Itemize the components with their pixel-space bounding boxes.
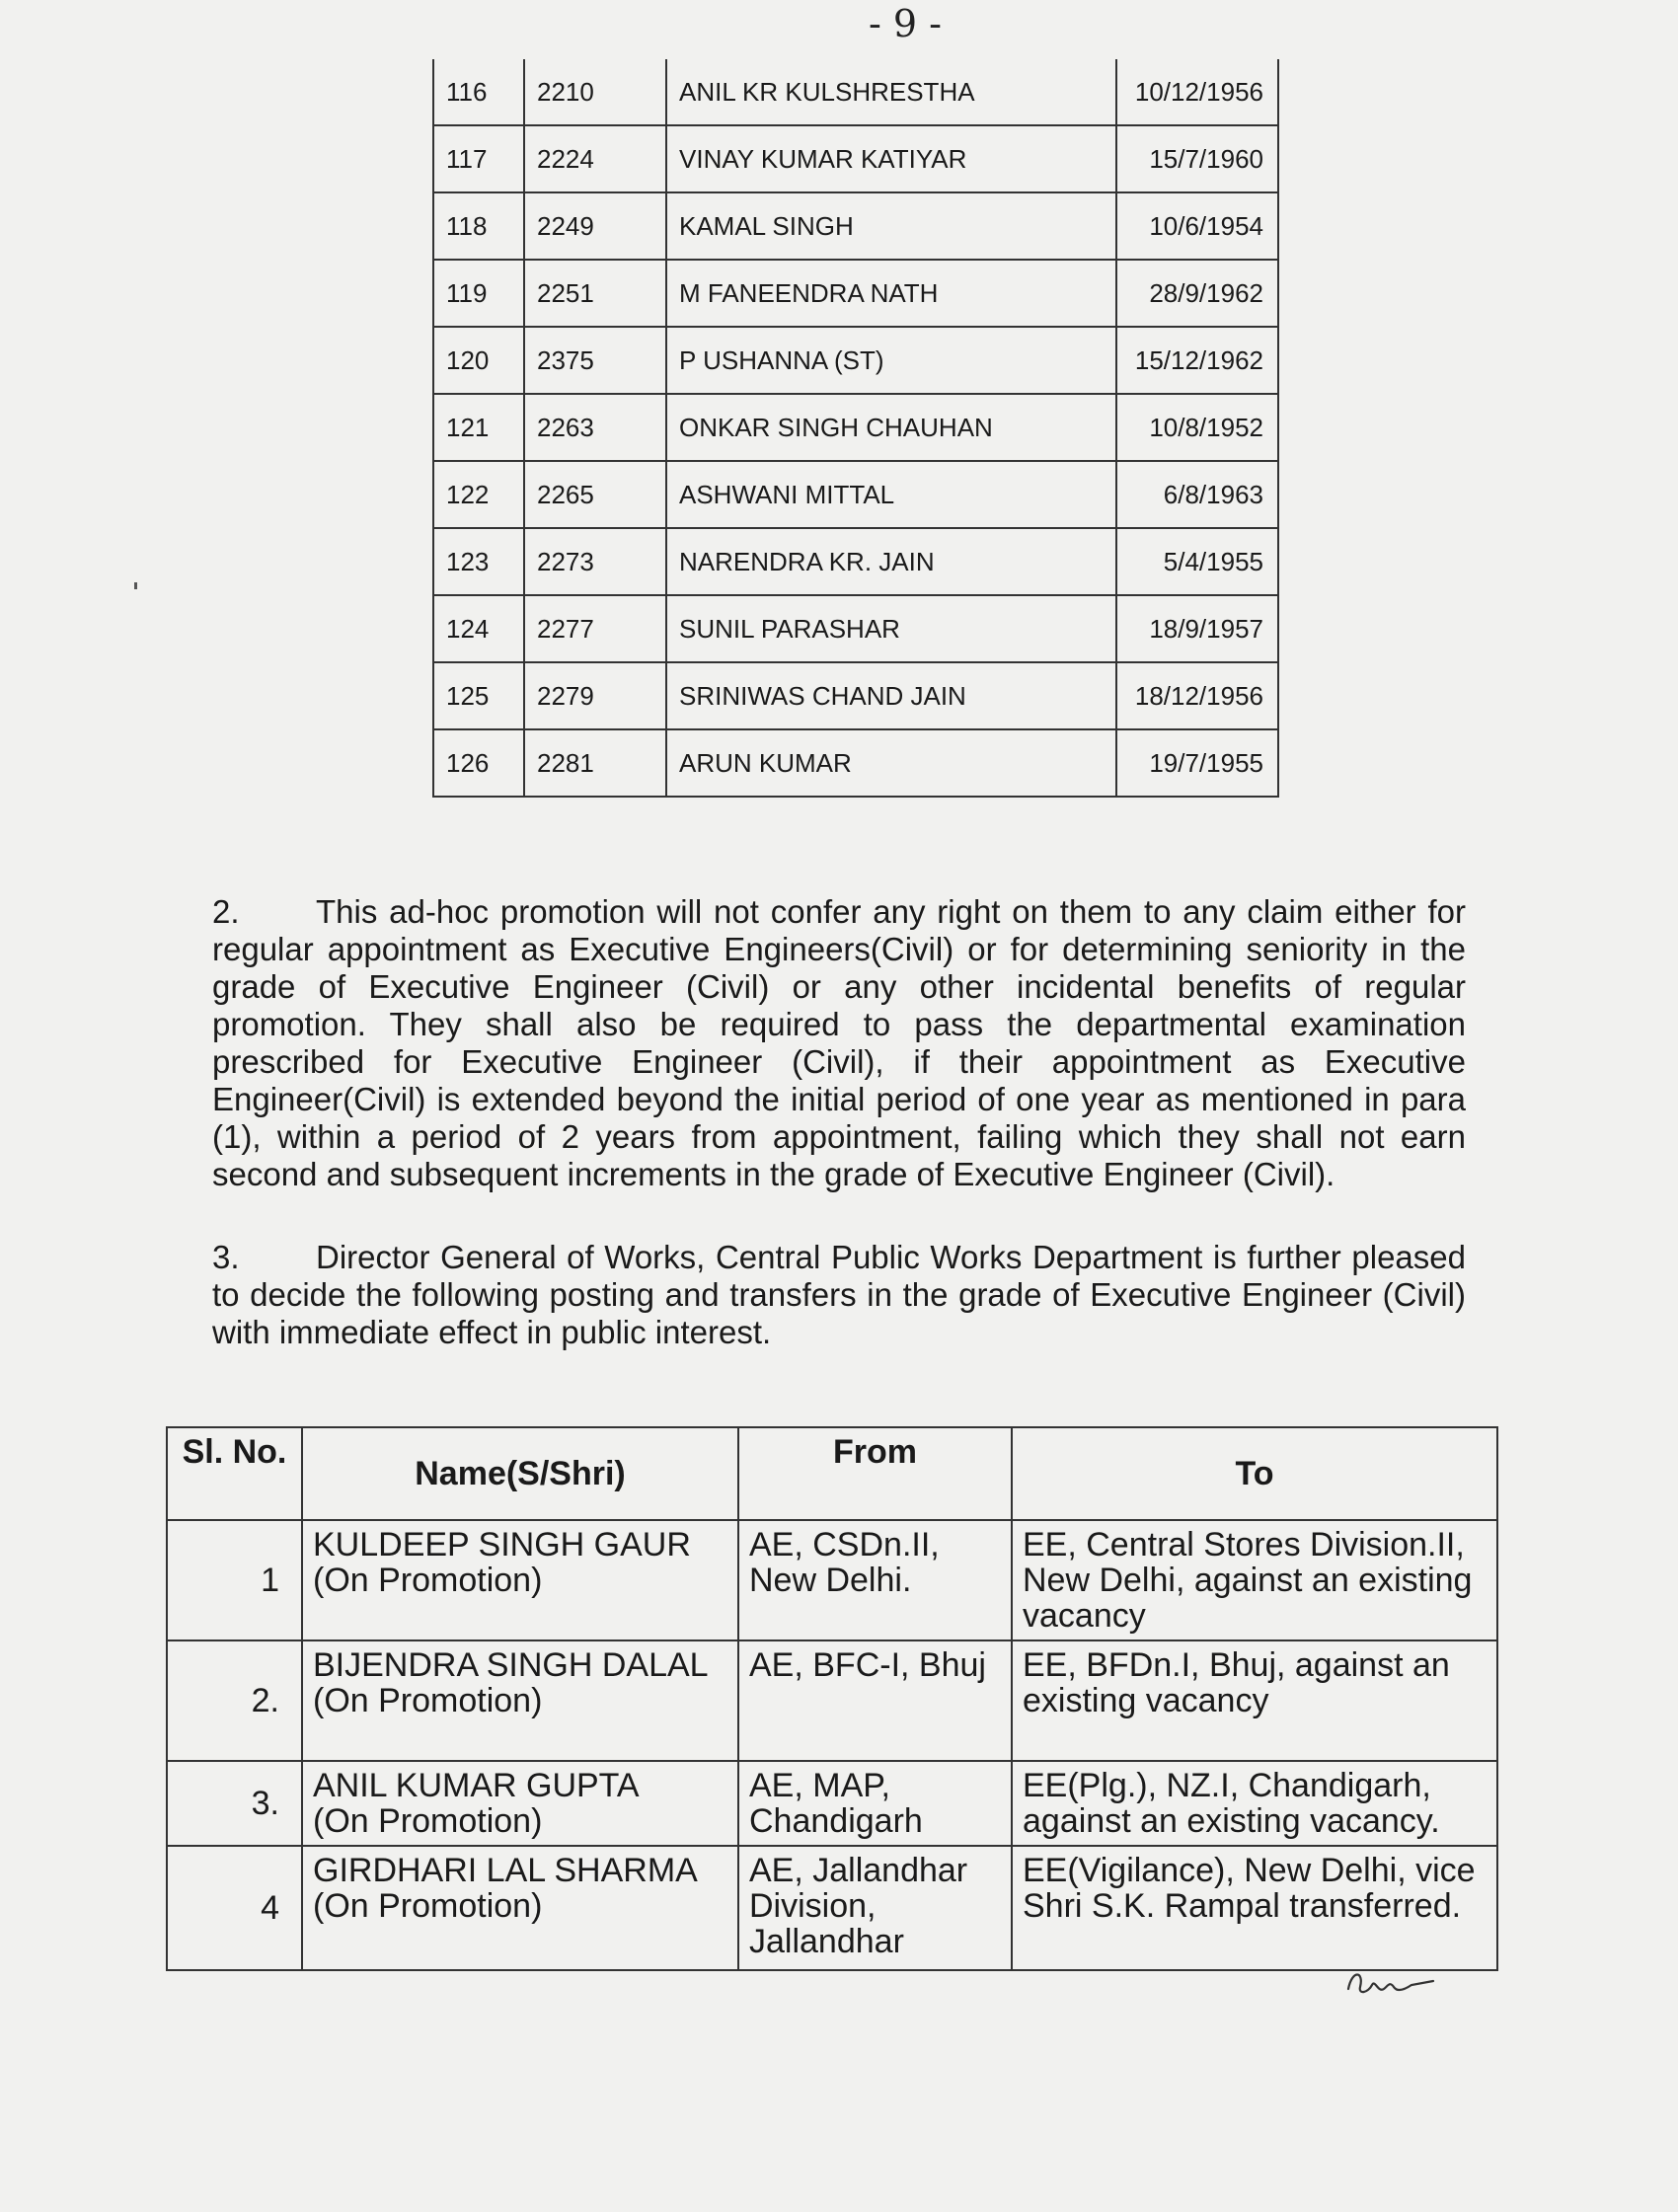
paragraph-number: 2. xyxy=(212,893,240,930)
name-cell: SUNIL PARASHAR xyxy=(666,595,1116,662)
table-row xyxy=(433,394,1278,461)
date-cell: 15/7/1960 xyxy=(1116,125,1278,192)
paragraph-number: 3. xyxy=(212,1239,240,1275)
name-cell: NARENDRA KR. JAIN xyxy=(666,528,1116,595)
date-cell: 15/12/1962 xyxy=(1116,327,1278,394)
posting-row xyxy=(167,1640,1497,1761)
signature-mark xyxy=(1342,1959,1441,2009)
number-cell: 2210 xyxy=(524,59,666,125)
from-cell: AE, BFC-I, Bhuj xyxy=(738,1640,1012,1761)
number-cell: 2281 xyxy=(524,729,666,797)
number-cell: 2263 xyxy=(524,394,666,461)
header-name: Name(S/Shri) xyxy=(302,1427,738,1520)
sl-cell: 120 xyxy=(433,327,524,394)
table-row xyxy=(433,192,1278,260)
sl-cell: 124 xyxy=(433,595,524,662)
date-cell: 10/12/1956 xyxy=(1116,59,1278,125)
sl-cell: 122 xyxy=(433,461,524,528)
officer-name: BIJENDRA SINGH DALAL xyxy=(313,1646,709,1684)
paragraph-2 xyxy=(212,893,1466,1193)
number-cell: 2277 xyxy=(524,595,666,662)
sl-cell: 126 xyxy=(433,729,524,797)
posting-row xyxy=(167,1761,1497,1846)
table-row xyxy=(433,662,1278,729)
promotion-note: (On Promotion) xyxy=(313,1887,543,1925)
number-cell: 2375 xyxy=(524,327,666,394)
name-cell xyxy=(302,1520,738,1640)
posting-header-row xyxy=(167,1427,1497,1520)
name-cell: ASHWANI MITTAL xyxy=(666,461,1116,528)
from-cell: AE, Jallandhar Division, Jallandhar xyxy=(738,1846,1012,1970)
date-cell: 18/9/1957 xyxy=(1116,595,1278,662)
sl-cell: 123 xyxy=(433,528,524,595)
promotion-note: (On Promotion) xyxy=(313,1802,543,1840)
seniority-table xyxy=(432,59,1279,798)
number-cell: 2251 xyxy=(524,260,666,327)
to-cell: EE(Plg.), NZ.I, Chandigarh, against an existing vacancy. xyxy=(1012,1761,1497,1846)
from-cell: AE, CSDn.II, New Delhi. xyxy=(738,1520,1012,1640)
name-cell xyxy=(302,1761,738,1846)
date-cell: 18/12/1956 xyxy=(1116,662,1278,729)
officer-name: ANIL KUMAR GUPTA xyxy=(313,1767,640,1804)
header-sl-no: Sl. No. xyxy=(167,1427,302,1520)
name-cell: M FANEENDRA NATH xyxy=(666,260,1116,327)
table-row xyxy=(433,595,1278,662)
officer-name: KULDEEP SINGH GAUR xyxy=(313,1526,691,1564)
name-cell xyxy=(302,1846,738,1970)
posting-row xyxy=(167,1520,1497,1640)
table-row xyxy=(433,59,1278,125)
to-cell: EE, BFDn.I, Bhuj, against an existing vacancy xyxy=(1012,1640,1497,1761)
name-cell: ARUN KUMAR xyxy=(666,729,1116,797)
date-cell: 28/9/1962 xyxy=(1116,260,1278,327)
header-to: To xyxy=(1012,1427,1497,1520)
name-cell: P USHANNA (ST) xyxy=(666,327,1116,394)
date-cell: 10/8/1952 xyxy=(1116,394,1278,461)
sl-cell: 119 xyxy=(433,260,524,327)
date-cell: 10/6/1954 xyxy=(1116,192,1278,260)
officer-name: GIRDHARI LAL SHARMA xyxy=(313,1852,698,1889)
sl-cell: 4 xyxy=(167,1846,302,1970)
table-row xyxy=(433,125,1278,192)
name-cell: KAMAL SINGH xyxy=(666,192,1116,260)
paragraph-text: Director General of Works, Central Public Works Department is further pleased to decide the following posting and transfers in the grade of Executive Engineer (Civil) with immediate effect in public interest. xyxy=(212,1239,1466,1350)
table-row xyxy=(433,461,1278,528)
margin-mark xyxy=(134,582,137,589)
table-row xyxy=(433,729,1278,797)
date-cell: 6/8/1963 xyxy=(1116,461,1278,528)
number-cell: 2224 xyxy=(524,125,666,192)
date-cell: 5/4/1955 xyxy=(1116,528,1278,595)
number-cell: 2273 xyxy=(524,528,666,595)
sl-cell: 121 xyxy=(433,394,524,461)
paragraph-3 xyxy=(212,1239,1466,1351)
paragraph-text: This ad-hoc promotion will not confer any right on them to any claim either for regular appointment as Executive Engineers(Civil) or for determining seniority in the grade of Executive Engineer (Civil) or any other incidental benefits of regular promotion. They shall also be required to pass the departmental examination prescribed for Executive Engineer (Civil), if their appointment as Executive Engineer(Civil) is extended beyond the initial period of one year as mentioned in para (1), within a period of 2 years from appointment, failing which they shall not earn second and subsequent increments in the grade of Executive Engineer (Civil). xyxy=(212,893,1466,1192)
date-cell: 19/7/1955 xyxy=(1116,729,1278,797)
name-cell: ONKAR SINGH CHAUHAN xyxy=(666,394,1116,461)
promotion-note: (On Promotion) xyxy=(313,1682,543,1719)
number-cell: 2279 xyxy=(524,662,666,729)
sl-cell: 125 xyxy=(433,662,524,729)
table-row xyxy=(433,260,1278,327)
table-row xyxy=(433,327,1278,394)
name-cell: VINAY KUMAR KATIYAR xyxy=(666,125,1116,192)
number-cell: 2249 xyxy=(524,192,666,260)
sl-cell: 2. xyxy=(167,1640,302,1761)
sl-cell: 3. xyxy=(167,1761,302,1846)
posting-row xyxy=(167,1846,1497,1970)
number-cell: 2265 xyxy=(524,461,666,528)
sl-cell: 116 xyxy=(433,59,524,125)
sl-cell: 117 xyxy=(433,125,524,192)
table-row xyxy=(433,528,1278,595)
from-cell: AE, MAP, Chandigarh xyxy=(738,1761,1012,1846)
posting-table xyxy=(166,1426,1498,1971)
to-cell: EE, Central Stores Division.II, New Delhi, against an existing vacancy xyxy=(1012,1520,1497,1640)
name-cell xyxy=(302,1640,738,1761)
sl-cell: 118 xyxy=(433,192,524,260)
to-cell: EE(Vigilance), New Delhi, vice Shri S.K. Rampal transferred. xyxy=(1012,1846,1497,1970)
name-cell: SRINIWAS CHAND JAIN xyxy=(666,662,1116,729)
sl-cell: 1 xyxy=(167,1520,302,1640)
promotion-note: (On Promotion) xyxy=(313,1562,543,1599)
header-from: From xyxy=(738,1427,1012,1520)
name-cell: ANIL KR KULSHRESTHA xyxy=(666,59,1116,125)
page-number: - 9 - xyxy=(869,2,943,45)
